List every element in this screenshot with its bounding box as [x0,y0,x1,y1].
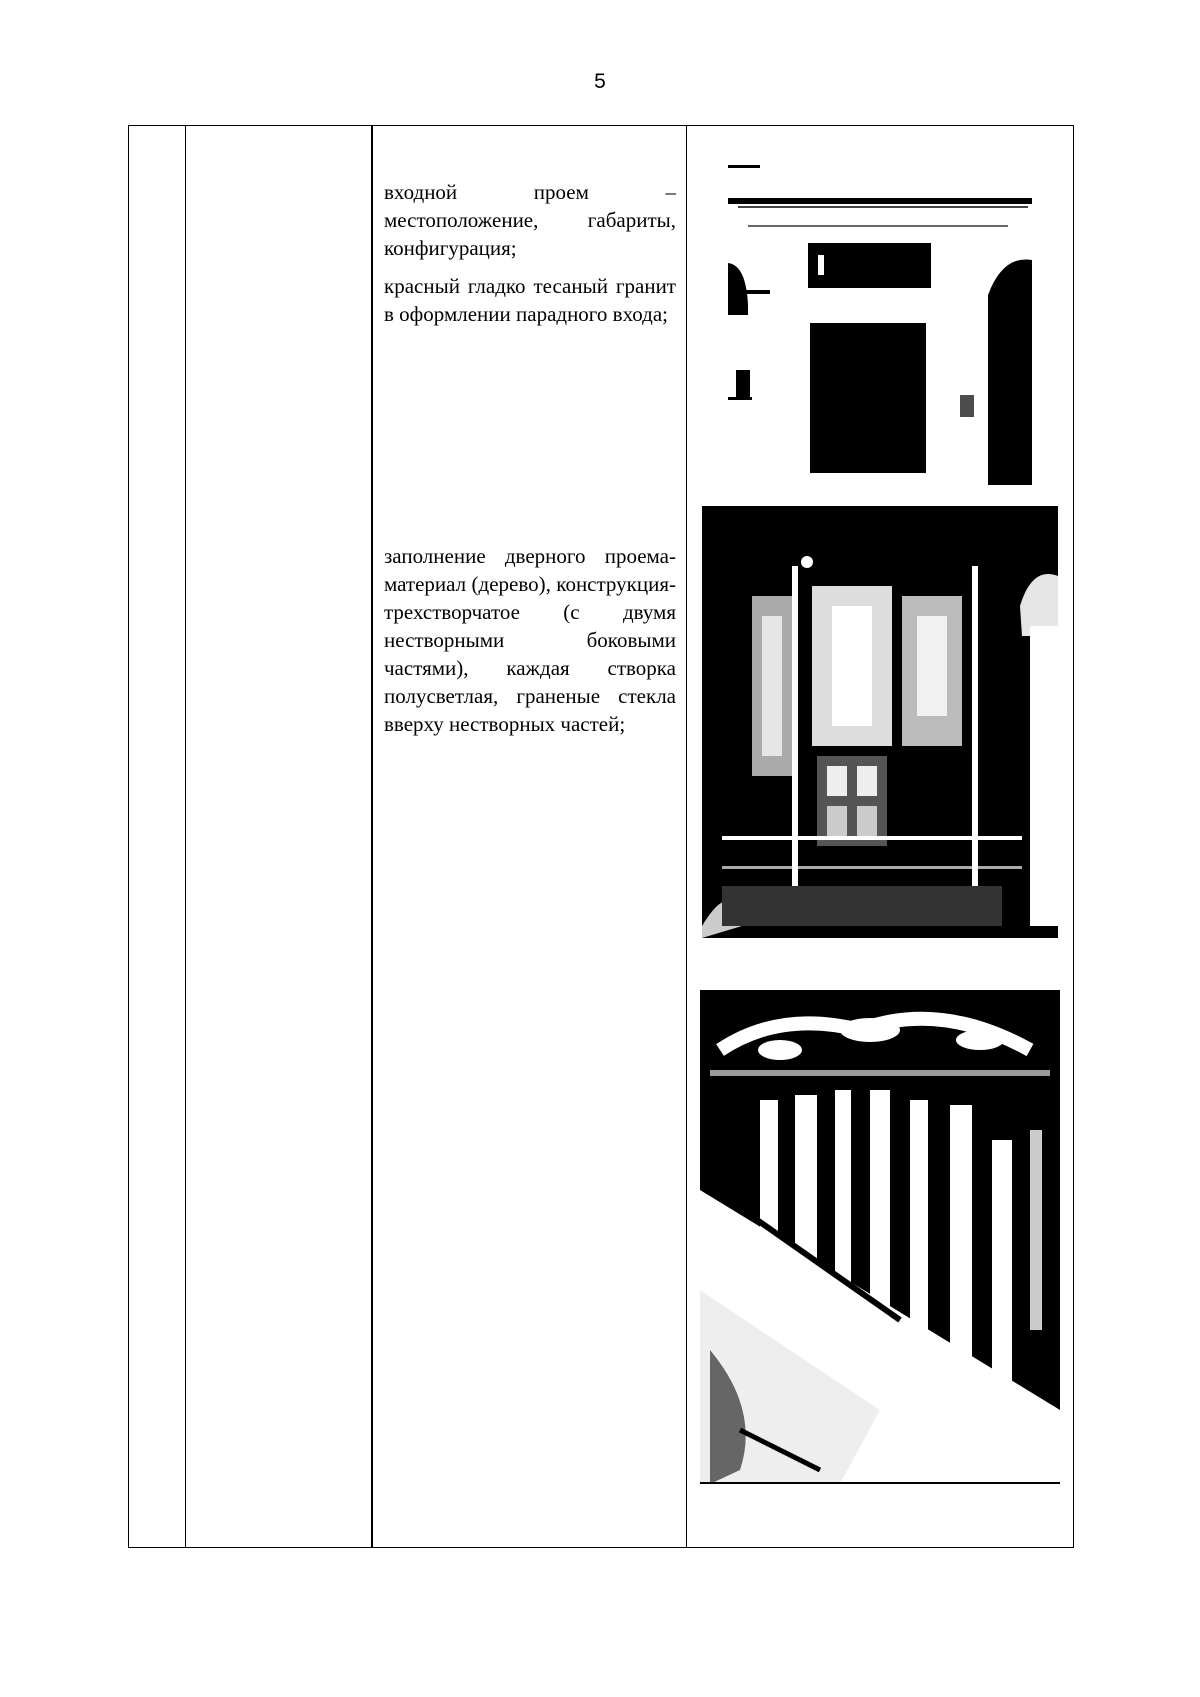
column-divider-2 [371,125,373,1548]
description-cell-2 [384,542,676,738]
item-red-granite: красный гладко тесаный гранит в оформлении парадного входа; [384,274,676,326]
column-divider-3 [686,125,687,1548]
door-detail-photo [700,990,1060,1484]
page-number: 5 [594,70,606,93]
item-entrance-opening: входной проем – местоположение, габариты, конфигурация; [384,180,676,260]
wooden-door-photo [702,506,1058,976]
description-cell-1 [384,178,676,328]
entrance-facade-photo [728,165,1032,490]
item-door-filling: заполнение дверного проема-материал (дерево), конструкция-трехстворчатое (с двумя нестворными боковыми частями), каждая створка полусветлая, граненые стекла вверху нестворных частей; [384,544,676,736]
column-divider-1 [185,125,186,1548]
